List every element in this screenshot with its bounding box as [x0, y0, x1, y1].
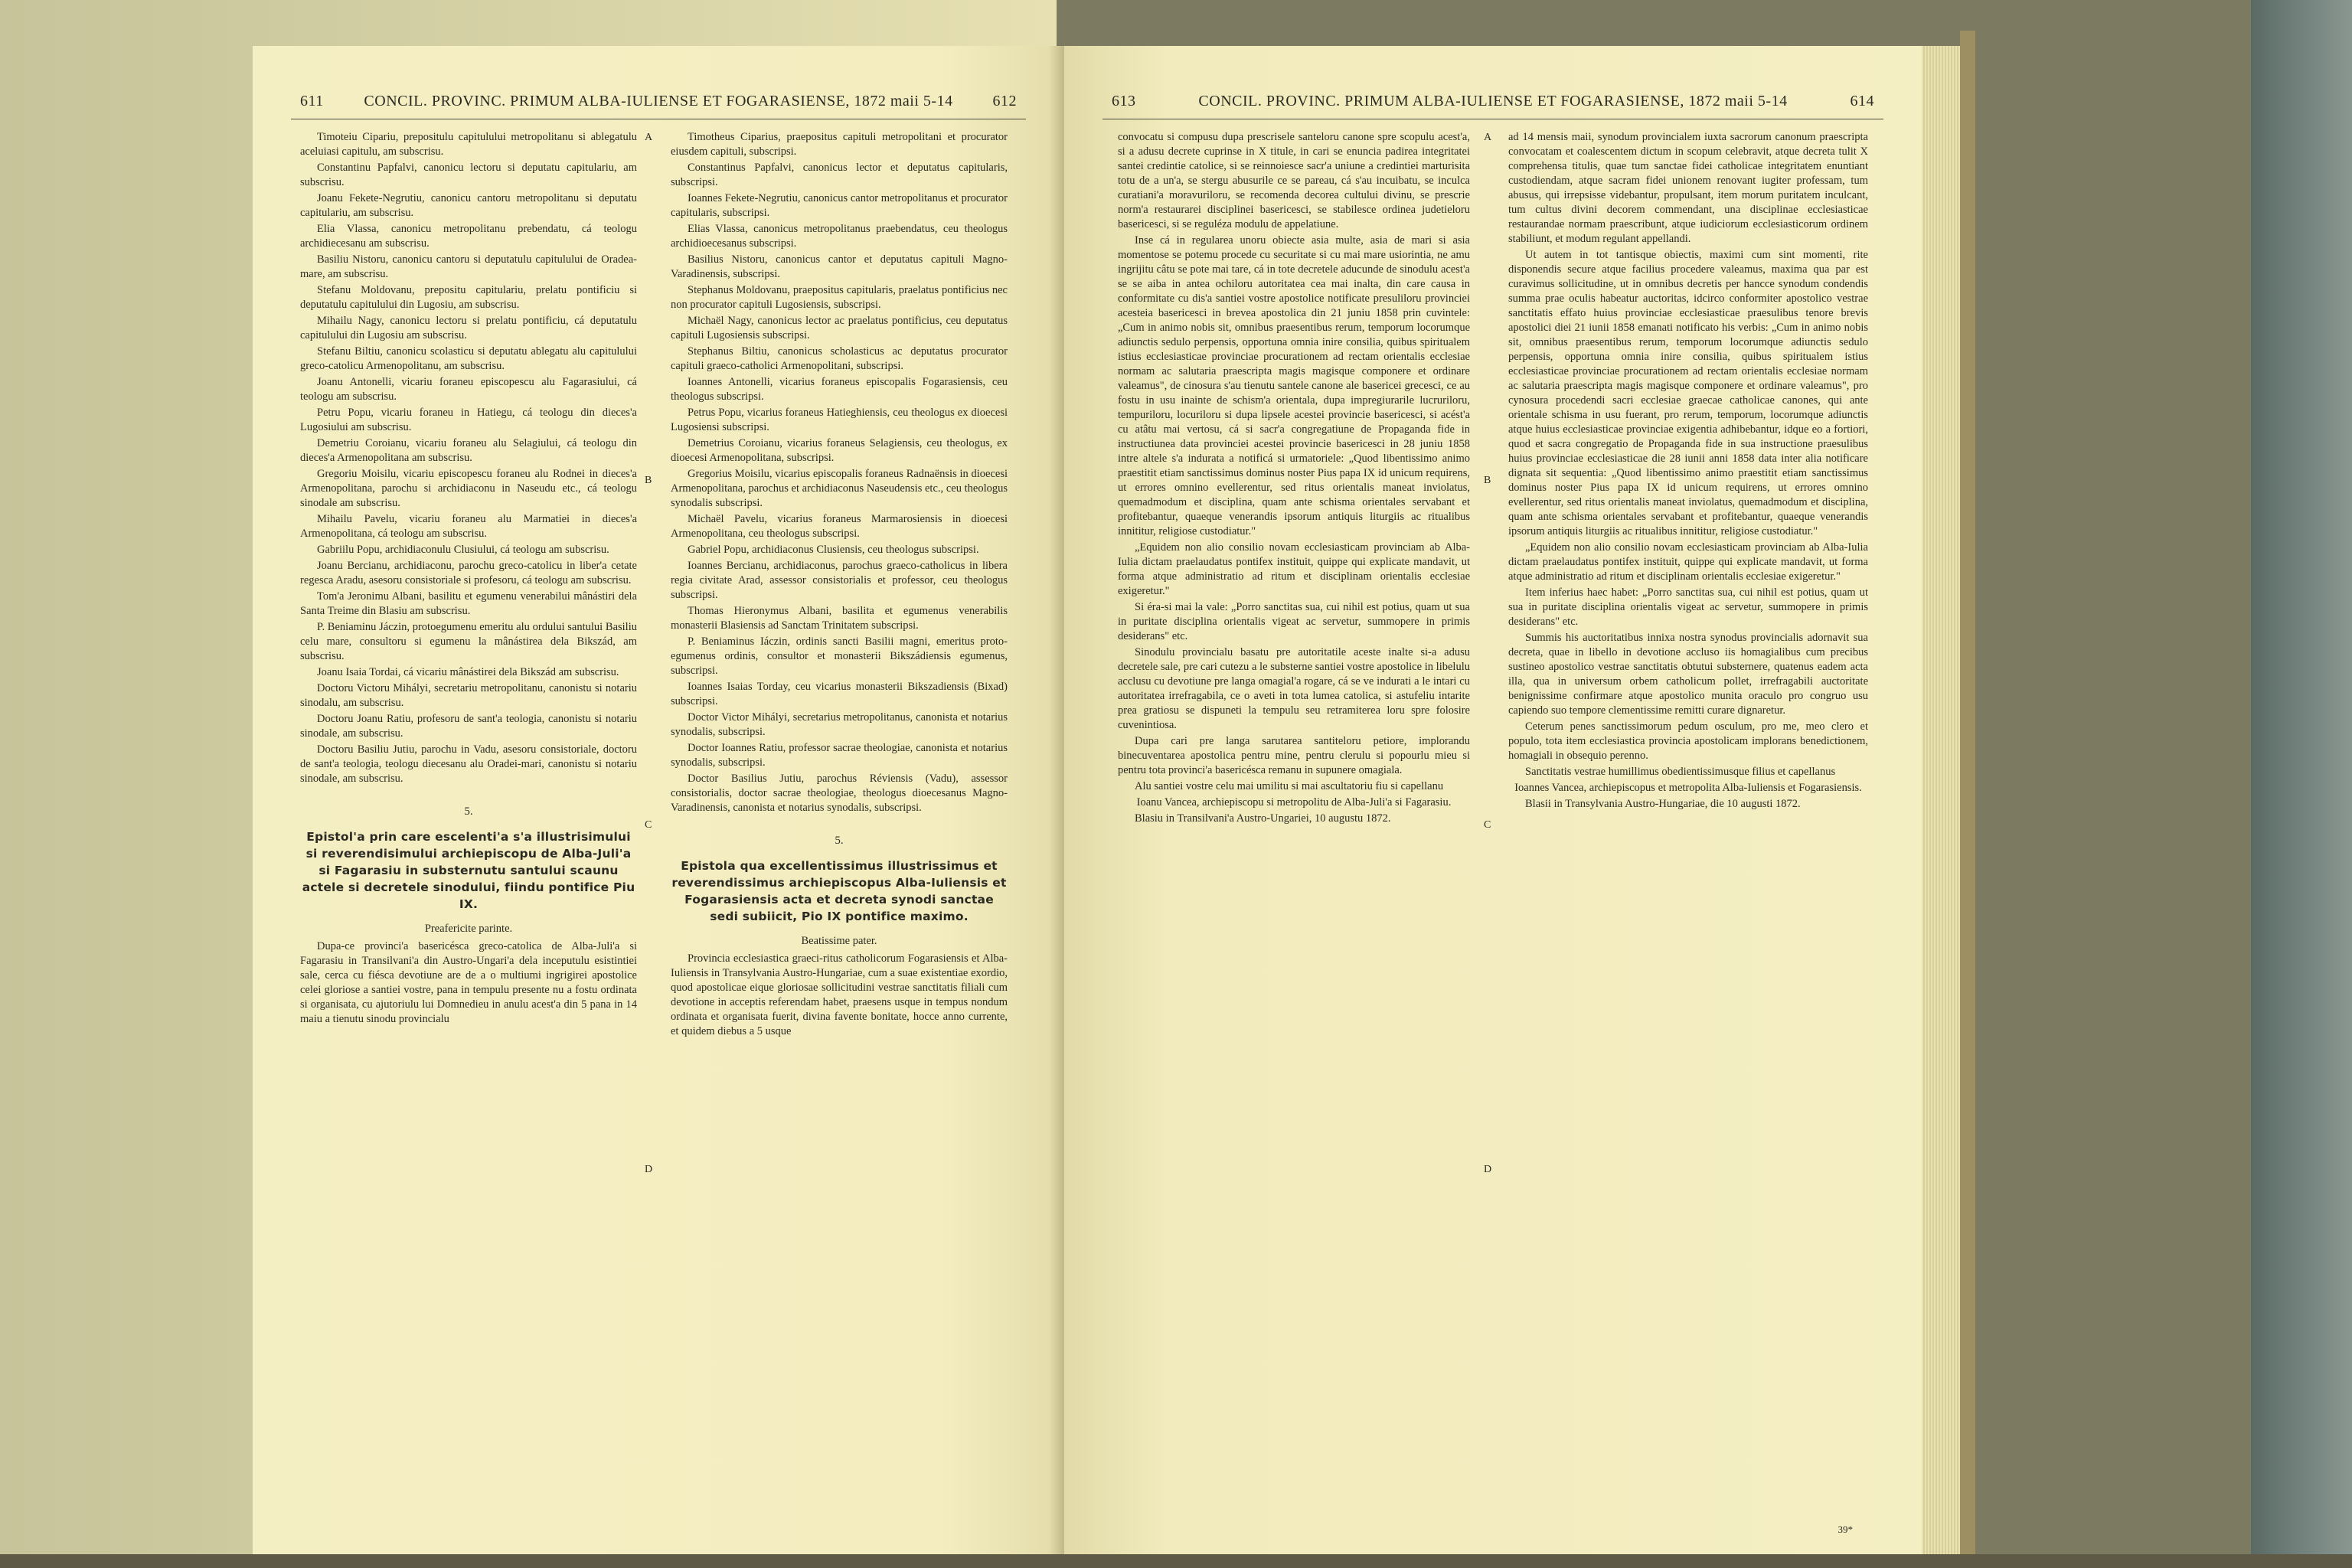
signature: Ioannes Vancea, archiepiscopus et metropolita Alba-Iuliensis et Fogarasiensis. [1514, 782, 1862, 794]
date-line: Blasii in Transylvania Austro-Hungariae, die 10 augusti 1872. [1525, 798, 1801, 810]
paragraph: Michaël Nagy, canonicus lector ac praelatus pontificius, ceu deputatus capituli Lugosiensis subscripsi. [671, 315, 1008, 341]
margin-letter-c: C [645, 819, 652, 831]
paragraph: Stefanu Biltiu, canonicu scolasticu si deputatu ablegatu alu capitulului greco-catolicu Armenopolitanu, am subscrisu. [300, 345, 637, 372]
paragraph: Doctor Victor Mihályi, secretarius metropolitanus, canonista et notarius synodalis, subscripsi. [671, 711, 1008, 738]
left-column-romanian [300, 130, 637, 1028]
paragraph: Michaël Pavelu, vicarius foraneus Marmarosiensis in dioecesi Armenopolitana, ceu theologus subscripsi. [671, 513, 1008, 540]
margin-letter-d: D [645, 1164, 653, 1175]
paragraph: Mihailu Pavelu, vicariu foraneu alu Marmatiei in dieces'a Armenopolitana, cá teologu am subscrisu. [300, 513, 637, 540]
background-right [2251, 0, 2352, 1568]
running-title: CONCIL. PROVINC. PRIMUM ALBA-IULIENSE ET FOGARASIENSE, 1872 maii 5-14 [364, 93, 953, 109]
left-page [253, 46, 1064, 1554]
paragraph: Dupa cari pre langa sarutarea santiteloru petiore, implorandu binecuventarea apostolica pentru mine, pentru clerulu si popourlu mieu si pentru tota provinci'a basericésca remanu in supunere omagiala. [1118, 735, 1470, 776]
margin-letter-d: D [1484, 1164, 1492, 1175]
paragraph: Elias Vlassa, canonicus metropolitanus praebendatus, ceu theologus archidioecesanus subscripsi. [671, 223, 1008, 250]
paragraph: „Equidem non alio consilio novam ecclesiasticam provinciam ab Alba-Iulia dictam praelaudatus pontifex instituit, quippe qui explicate mandavit, ut forma atque administratio ad ritum et disciplinam orientalis ecclesiae exigeretur." [1508, 541, 1868, 583]
paragraph: Timoteiu Cipariu, prepositulu capitulului metropolitanu si ablegatulu aceluiasi capitulu, am subscrisu. [300, 131, 637, 158]
margin-letter-a: A [1484, 132, 1492, 143]
book-cover-edge [1960, 31, 1975, 1554]
paragraph: Gabriel Popu, archidiaconus Clusiensis, ceu theologus subscripsi. [688, 544, 979, 556]
paragraph: Demetriu Coroianu, vicariu foraneu alu Selagiului, cá teologu din dieces'a Armenopolitana am subscrisu. [300, 437, 637, 464]
paragraph: Constantinu Papfalvi, canonicu lectoru si deputatu capitulariu, am subscrisu. [300, 162, 637, 188]
paragraph: Petrus Popu, vicarius foraneus Hatieghiensis, ceu theologus ex dioecesi Lugosiensi subscripsi. [671, 407, 1008, 433]
margin-letter-c: C [1484, 819, 1491, 831]
paragraph: Summis his auctoritatibus innixa nostra synodus provincialis adornavit sua decreta, quae in libello in devotione accluso iis homagialibus cum precibus sustineo apostolico vestrae sanctitatis obtutui substernere, quatenus eadem acta illa, qua in universum orbem catholicum pollet, irrefragabili auctoritate benignissime confirmare atque apostolico munita oraculo pro congruo usu capiendo suo tempore clementissime remitti curare dignaretur. [1508, 632, 1868, 717]
paragraph: Ioannes Isaias Torday, ceu vicarius monasterii Bikszadiensis (Bixad) subscripsi. [671, 681, 1008, 707]
paragraph: Inse cá in regularea unoru obiecte asia multe, asia de mari si asia momentose se potemu procede cu securitate si cu mai mare usiorintia, ne amu ingrijitu câtu se pote mai tare, cá in tote decretele aducunde de sinodulu acest'a se se aiba in antea ochiloru autoritatea cea mai inalta, din care causa in conformitate cu dis'a santiei vostre apostolice notificate presuliloru provinciei acesteia basericesci in breveа apostolica din 21 juniu 1858 prin cuvintele: „Cum in animo nobis sit, omnibus praesentibus rerum, temporum locorumque adiunctis sedulo perpensis, opportuna omnia inire consilia, quibus spiritualem istius ecclesiasticae provinciae procurationem ad rectam orientalis ecclesiae normam ac salutaria praescripta magis magisque componere et ordinare valeamus", de cinosura s'au tienutu santele canone ale basericei grecesci, ce au fostu in usu inainte de schism'a orientala, dupa impregiurarile lucruriloru, tempuriloru, locuriloru si dupa lipsele acestei provincie basericesci, si acést'a cu atâtu mai vertosu, cá si sacr'a congregatiune de Propaganda fide in instructiunea data provinciei acestei provincie basericesci in 28 juniu 1858 intre altele s'a indurata a notificá si urmatoriele: „Quod libentissimo animo praestitit etiam sanctissimus dominus noster Pius papa IX id unicum requirens, ut errores omnino evellerentur, sed ritus orientalis maneat inviolatus, quemadmodum et disciplina, quam ante schisma orientales servabant et profitebantur, quaeque venerandis ipsorum antiquis liturgiis ac ritualibus innititur, religiose custodiatur." [1118, 234, 1470, 537]
paragraph: Elia Vlassa, canonicu metropolitanu prebendatu, cá teologu archidiecesanu am subscrisu. [300, 223, 637, 250]
paragraph: Doctor Ioannes Ratiu, professor sacrae theologiae, canonista et notarius synodalis, subscripsi. [671, 742, 1008, 769]
running-title: CONCIL. PROVINC. PRIMUM ALBA-IULIENSE ET FOGARASIENSE, 1872 maii 5-14 [1198, 93, 1788, 109]
paragraph: P. Beniaminu Jáczin, protoegumenu emeritu alu ordului santului Basiliu celu mare, consultoru si egumenu la mânástirea dela Bikszád, am subscrisu. [300, 621, 637, 662]
paragraph: Ioannes Bercianu, archidiaconus, parochus graeco-catholicus in libera regia civitate Arad, assessor consistorialis et professor, ceu theologus subscripsi. [671, 560, 1008, 601]
margin-letter-b: B [645, 475, 652, 486]
left-page-header [253, 88, 1064, 114]
paragraph: Joanu Antonelli, vicariu foraneu episcopescu alu Fagarasiului, cá teologu am subscrisu. [300, 376, 637, 403]
salutation: Beatissime pater. [801, 935, 877, 947]
salutation: Preafericite parinte. [424, 923, 513, 935]
paragraph: Ioannes Antonelli, vicarius foraneus episcopalis Fogarasiensis, ceu theologus subscripsi. [671, 376, 1008, 403]
section-number: 5. [835, 835, 844, 847]
paragraph: Gabriilu Popu, archidiaconulu Clusiului, cá teologu am subscrisu. [317, 544, 609, 556]
paragraph: Stephanus Biltiu, canonicus scholasticus ac deputatus procurator capituli graeco-catholici Armenopolitani, subscripsi. [671, 345, 1008, 372]
paragraph: Basiliu Nistoru, canonicu cantoru si deputatulu capitulului de Oradea-mare, am subscrisu. [300, 253, 637, 280]
margin-letter-a: A [645, 132, 653, 143]
paragraph: Petru Popu, vicariu foraneu in Hatiegu, cá teologu din dieces'a Lugosiului am subscrisu. [300, 407, 637, 433]
page-edges [1922, 46, 1960, 1554]
paragraph: Timotheus Ciparius, praepositus capituli metropolitani et procurator eiusdem capituli, subscripsi. [671, 131, 1008, 158]
epistle-title: Epistola qua excellentissimus illustrissimus et reverendissimus archiepiscopus Alba-Iuliensis et Fogarasiensis acta et decreta synodi sanctae sedi subiicit, Pio IX pontifice maximo. [671, 859, 1007, 923]
paragraph: Sinodulu provincialu basatu pre autoritatile aceste inalte si-a adusu decretele sale, pre cari cutezu a le substerne santiei vostre apostolice in libelulu acclusu cu devotiune pre langa omagial'a rogare, cá se ve indurati a le intari cu autoritatea irrefragabila, ce o aveti in tota lumea catolica, si astufeliu intarite prea gratiosu se dispuneti la tempulu seu retramiterea loru spre folosire cuvenintiosa. [1118, 646, 1470, 731]
paragraph: Doctoru Joanu Ratiu, profesoru de sant'a teologia, canonistu si notariu sinodale, am subscrisu. [300, 713, 637, 740]
paragraph: Demetrius Coroianu, vicarius foraneus Selagiensis, ceu theologus, ex dioecesi Armenopolitana, subscripsi. [671, 437, 1008, 464]
paragraph: Doctoru Victoru Mihályi, secretariu metropolitanu, canonistu si notariu sinodalu, am subscrisu. [300, 682, 637, 709]
paragraph: Ut autem in tot tantisque obiectis, maximi cum sint momenti, rite disponendis secure atque facilius procedere valeamus, maxima qua par est curavimus sollicitudine, ut in omnibus decretis per hancce synodum condendis summa prae oculis habeatur auctoritas, idcirco conformiter apostolico vestrae sanctitatis effato huius provinciae ecclesiasticae praesulibus tenore brevis apostolici diei 21 iunii 1858 emanati notificato his verbis: „Cum in animo nobis sit, omnibus praesentibus rerum, temporum locorumque adiunctis sedulo perpensis, opportuna omnia inire consilia, quibus spiritualem istius ecclesiasticae provinciae procurationem ad rectam orientalis ecclesiae normam ac salutaria praescripta magis magisque componere et ordinare valeamus", pro cynosura procedendi sacri ecclesiae graecae catholicae canones, qui ante orientale schisma in usu fuerant, pro rerum, temporum, locorumque adiunctis atque huius ecclesiasticae provinciae exigentia adhibebantur, idque eo a fortiori, quod et sacra congregatio de Propaganda fide in sua instructione praesulibus huius provinciae ecclesiasticae die 28 iunii anni 1858 data inter alia notificare dignata sit sequentia: „Quod libentissimo animo praestitit etiam sanctissimus dominus noster Pius papa IX id unicum requirens, ut errores omnino evellerentur, sed ritus orientalis maneat inviolatus, quemadmodum et disciplina, quam ante schisma orientales servabant et profitebantur, quaeque venerandis ipsorum antiquis liturgiis ac ritualibus innititur, religiose custodiatur." [1508, 249, 1868, 537]
date-line: Blasiu in Transilvani'a Austro-Ungariei, 10 augustu 1872. [1135, 812, 1391, 825]
section-number: 5. [464, 805, 473, 818]
paragraph: Joanu Bercianu, archidiaconu, parochu greco-catolicu in liber'a cetate regesca Aradu, asesoru consistoriale si profesoru, cá teologu am subscrisu. [300, 560, 637, 586]
page-number-611: 611 [300, 93, 324, 109]
paragraph: Doctoru Basiliu Jutiu, parochu in Vadu, asesoru consistoriale, doctoru de sant'a teologia, teologu diecesanu alu Oradei-mari, canonistu si notariu sinodale, am subscrisu. [300, 743, 637, 785]
closing-line: Sanctitatis vestrae humillimus obedientissimusque filius et capellanus [1525, 766, 1836, 778]
page-number-614: 614 [1850, 93, 1874, 109]
paragraph: P. Beniaminus Iáczin, ordinis sancti Basilii magni, emeritus proto-egumenus ordinis, consultor et monasterii Bikszádiensis egumenus, subscripsi. [671, 635, 1008, 677]
paragraph: Provincia ecclesiastica graeci-ritus catholicorum Fogarasiensis et Alba-Iuliensis in Transylvania Austro-Hungariae, cum a suae existentiae exordio, quod apostolicae eique gloriosae sollicitudini vestrae sanctitatis filiali cum devotione in acceptis referendam habet, praesens usque in tempus nondum ordinata et organisata fuerit, divina favente bonitate, hocce anno currente, et quidem diebus a 5 usque [671, 952, 1008, 1037]
page-number-612: 612 [992, 93, 1017, 109]
signature-mark: 39* [1838, 1524, 1853, 1535]
paragraph: Tom'a Jeronimu Albani, basilitu et egumenu venerabilui mânástiri dela Santa Treime din Blasiu am subscrisu. [300, 590, 637, 617]
paragraph: Thomas Hieronymus Albani, basilita et egumenus venerabilis monasterii Blasiensis ad Sanctam Trinitatem subscripsi. [671, 605, 1008, 632]
margin-letter-b: B [1484, 475, 1491, 486]
right-column-romanian [1118, 130, 1470, 828]
paragraph: ad 14 mensis maii, synodum provincialem iuxta sacrorum canonum praescripta convocatam et coalescentem dictum in scopum celebravit, atque decreta tulit X comprehensa titulis, quae tum sanctae fidei catholicae integritatem enuntiant custodiendam, atque sacram fidei unionem renovant iugiter professam, tum abusus, qui irrepsisse videbantur, propulsant, item morum puritatem inculcant, tum cultus divini decorem commendant, una disciplinae ecclesiasticae restaurandae normam praescribunt, atque iudiciorum ecclesiasticorum ordinem stabiliunt, et modum regulant appellandi. [1508, 131, 1868, 245]
right-page [1064, 46, 1922, 1554]
paragraph: Gregoriu Moisilu, vicariu episcopescu foraneu alu Rodnei in dieces'a Armenopolitana, parochu si archidiaconu in Naseudu etc., cá teologu sinodale am subscrisu. [300, 468, 637, 509]
paragraph: Constantinus Papfalvi, canonicus lector et deputatus capitularis, subscripsi. [671, 162, 1008, 188]
page-number-613: 613 [1112, 93, 1136, 109]
closing-line: Alu santiei vostre celu mai umilitu si mai ascultatoriu fiu si capellanu [1135, 780, 1444, 792]
paragraph: Basilius Nistoru, canonicus cantor et deputatus capituli Magno-Varadinensis, subscripsi. [671, 253, 1008, 280]
epistle-title: Epistol'a prin care escelenti'a s'a illustrisimului si reverendisimului archiepiscopu de Alba-Juli'a si Fagarasiu in substernutu santului scaunu actele si decretele sinodului, fiindu pontifice Piu IX. [302, 830, 635, 911]
paragraph: Si éra-si mai la vale: „Porro sanctitas sua, cui nihil est potius, quam ut sua in puritate disciplina orientalis vigeat ac servetur, summopere in primis desiderans" etc. [1118, 601, 1470, 642]
paragraph: Gregorius Moisilu, vicarius episcopalis foraneus Radnaënsis in dioecesi Armenopolitana, parochus et archidiaconus Naseudensis etc., ceu theologus synodalis subscripsi. [671, 468, 1008, 509]
paragraph: Stephanus Moldovanu, praepositus capitularis, praelatus pontificius nec non procurator capituli Lugosiensis, subscripsi. [671, 284, 1008, 311]
paragraph: Joanu Isaia Tordai, cá vicariu mânástirei dela Bikszád am subscrisu. [317, 666, 619, 678]
paragraph: convocatu si compusu dupa prescrisele santeloru canone spre scopulu acest'a, si a adusu decrete cuprinse in X titule, in cari se enuncia padirea integritatei santei credintie catolice, si se reinnoiesce sacr'a uniune a credintiei marturisita totu de a un'a, se stergu abusurile ce se pareau, cá s'au incuibatu, se inculca curatiani'a moravuriloru, se recomenda decorea cultului divinu, se prescrie norm'a restaurarei disciplinei basericesci, se stabilesce ordinea judetieloru basericesci, si se reguléza modulu de appelatiune. [1118, 131, 1470, 230]
paragraph: „Equidem non alio consilio novam ecclesiasticam provinciam ab Alba-Iulia dictam praelaudatus pontifex instituit, quippe qui explicate mandavit, ut forma atque administratio ad ritum et disciplinam orientalis ecclesiae exigeretur." [1118, 541, 1470, 597]
paragraph: Doctor Basilius Jutiu, parochus Réviensis (Vadu), assessor consistorialis, doctor sacrae theologiae, theologus dioecesanus Magno-Varadinensis, canonista et notarius synodalis, subscripsi. [671, 773, 1008, 814]
paragraph: Ioannes Fekete-Negrutiu, canonicus cantor metropolitanus et procurator capitularis, subscripsi. [671, 192, 1008, 219]
paragraph: Joanu Fekete-Negrutiu, canonicu cantoru metropolitanu si deputatu capitulariu, am subscrisu. [300, 192, 637, 219]
background-bottom [0, 1554, 2352, 1568]
paragraph: Ceterum penes sanctissimorum pedum osculum, pro me, meo clero et populo, tota item ecclesiastica provincia apostolicam implorans benedictionem, homagiali in obsequio perenno. [1508, 720, 1868, 762]
paragraph: Stefanu Moldovanu, prepositu capitulariu, prelatu pontificiu si deputatulu capitulului din Lugosiu, am subscrisu. [300, 284, 637, 311]
right-page-header [1064, 88, 1922, 114]
right-column-latin [1508, 130, 1868, 813]
signature: Ioanu Vancea, archiepiscopu si metropolitu de Alba-Juli'a si Fagarasiu. [1136, 796, 1452, 808]
paragraph: Item inferius haec habet: „Porro sanctitas sua, cui nihil est potius, quam ut sua in puritate disciplina orientalis vigeat ac servetur, summopere in primis desiderans" etc. [1508, 586, 1868, 628]
paragraph: Dupa-ce provinci'a basericésca greco-catolica de Alba-Juli'a si Fagarasiu in Transilvani'a din Austro-Ungari'a dela inceputulu esistintiei sale, cerca cu fiésca devotiune are de a o multiumi ingrigirei apostolice celei gloriose a santiei vostre, pana in tempulu presente nu a fostu ordinata si organisata, cu ajutoriulu lui Domnedieu in anulu acest'a din 5 pana in 14 maiu a tienutu sinodu provincialu [300, 940, 637, 1025]
paragraph: Mihailu Nagy, canonicu lectoru si prelatu pontificiu, cá deputatulu capitulului din Lugosiu am subscrisu. [300, 315, 637, 341]
left-column-latin [671, 130, 1008, 1040]
